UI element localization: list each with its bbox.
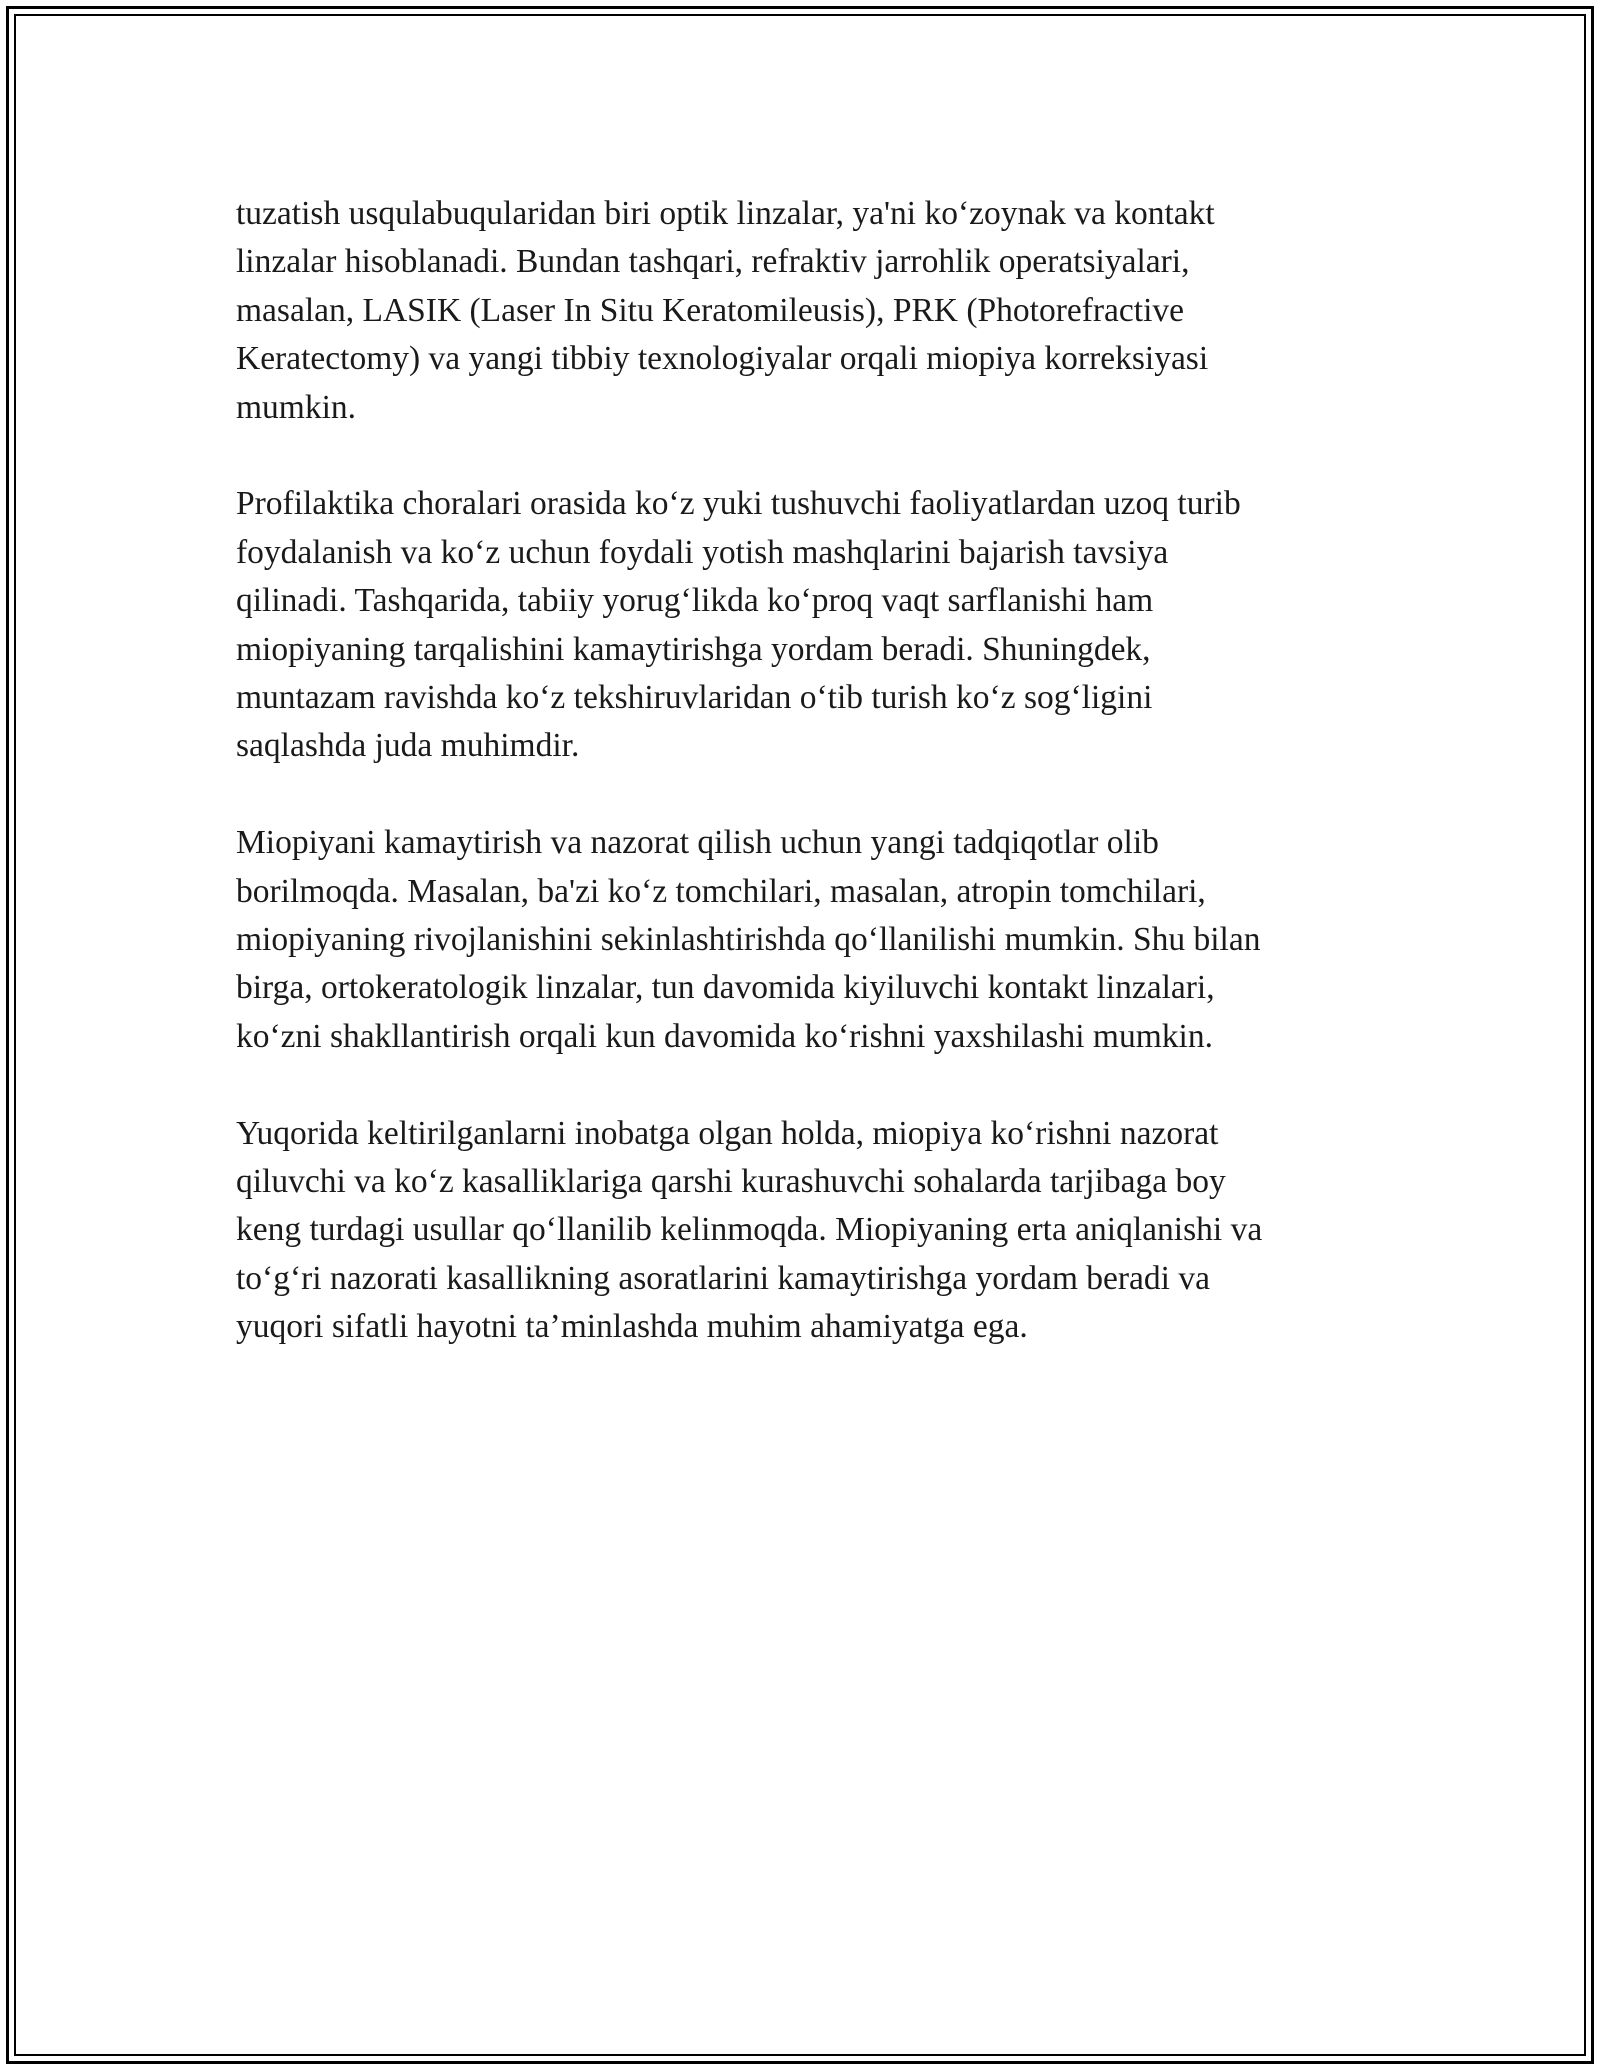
text-line: ko‘zni shakllantirish orqali kun davomida ko‘rishni yaxshilashi mumkin. bbox=[236, 1017, 1213, 1055]
text-line: mumkin. bbox=[236, 388, 357, 426]
text-line: qilinadi. Tashqarida, tabiiy yorug‘likda ko‘proq vaqt sarflanishi ham bbox=[236, 582, 1154, 620]
text-line: qiluvchi va ko‘z kasalliklariga qarshi kurashuvchi sohalarda tarjibaga boy bbox=[236, 1163, 1226, 1201]
text-line: Profilaktika choralari orasida ko‘z yuki tushuvchi faoliyatlardan uzoq turib bbox=[236, 485, 1241, 523]
text-line: saqlashda juda muhimdir. bbox=[236, 727, 580, 765]
document-body bbox=[236, 190, 1366, 1400]
text-line: miopiyaning tarqalishini kamaytirishga yordam beradi. Shuningdek, bbox=[236, 630, 1151, 668]
text-line: Keratectomy) va yangi tibbiy texnologiyalar orqali miopiya korreksiyasi bbox=[236, 340, 1209, 378]
text-line: yuqori sifatli hayotni ta’minlashda muhim ahamiyatga ega. bbox=[236, 1308, 1028, 1346]
text-line: masalan, LASIK (Laser In Situ Keratomileusis), PRK (Photorefractive bbox=[236, 291, 1185, 329]
text-line: to‘g‘ri nazorati kasallikning asoratlarini kamaytirishga yordam beradi va bbox=[236, 1259, 1210, 1297]
text-line: foydalanish va ko‘z uchun foydali yotish mashqlarini bajarish tavsiya bbox=[236, 533, 1169, 571]
text-line: tuzatish usqulabuqularidan biri optik linzalar, ya'ni ko‘zoynak va kontakt bbox=[236, 195, 1215, 232]
paragraph-2 bbox=[236, 480, 1366, 770]
text-line: keng turdagi usullar qo‘llanilib kelinmoqda. Miopiyaning erta aniqlanishi va bbox=[236, 1211, 1263, 1249]
text-line: miopiyaning rivojlanishini sekinlashtirishda qo‘llanilishi mumkin. Shu bilan bbox=[236, 921, 1261, 959]
paragraph-3 bbox=[236, 819, 1366, 1061]
text-line: borilmoqda. Masalan, ba'zi ko‘z tomchilari, masalan, atropin tomchilari, bbox=[236, 872, 1206, 910]
text-line: Miopiyani kamaytirish va nazorat qilish uchun yangi tadqiqotlar olib bbox=[236, 824, 1159, 862]
text-line: muntazam ravishda ko‘z tekshiruvlaridan o‘tib turish ko‘z sog‘ligini bbox=[236, 679, 1153, 717]
paragraph-4 bbox=[236, 1110, 1366, 1352]
text-line: linzalar hisoblanadi. Bundan tashqari, refraktiv jarrohlik operatsiyalari, bbox=[236, 243, 1190, 281]
text-line: birga, ortokeratologik linzalar, tun davomida kiyiluvchi kontakt linzalari, bbox=[236, 969, 1215, 1007]
paragraph-1 bbox=[236, 190, 1366, 432]
text-line: Yuqorida keltirilganlarni inobatga olgan holda, miopiya ko‘rishni nazorat bbox=[236, 1114, 1219, 1152]
